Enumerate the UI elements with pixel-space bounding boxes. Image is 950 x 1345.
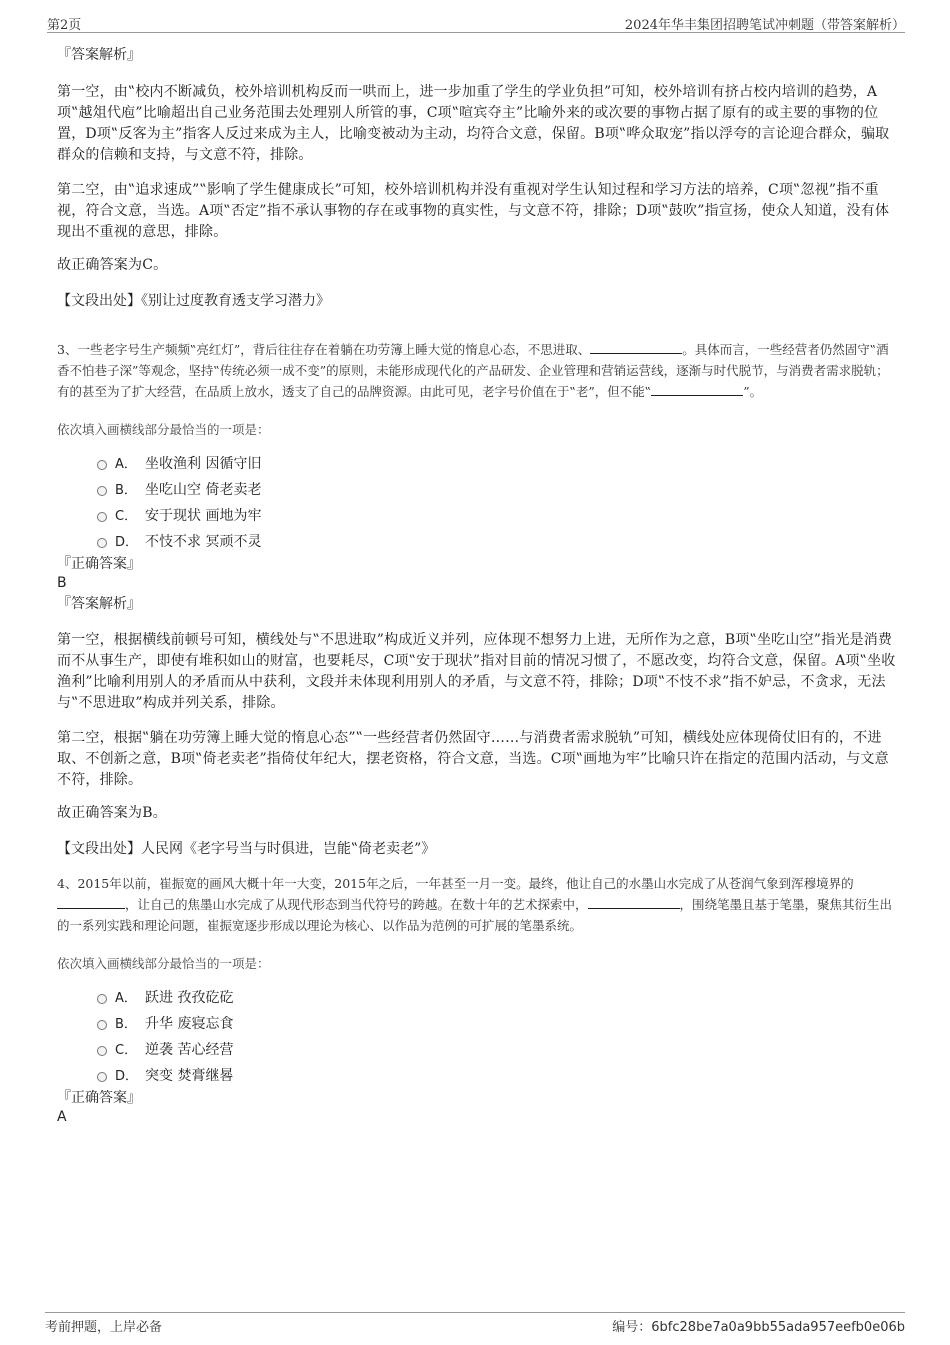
q4-blank-1 <box>57 895 125 909</box>
q3-stem <box>57 339 900 402</box>
q4-answer: A <box>57 1109 67 1125</box>
q3-source: 【文段出处】人民网《老字号当与时俱进，岂能‟倚老卖老”》 <box>57 841 436 857</box>
q3-prompt: 依次填入画横线部分最恰当的一项是： <box>57 422 270 437</box>
page-number: 第2页 <box>47 18 82 33</box>
q4-prompt: 依次填入画横线部分最恰当的一项是： <box>57 956 270 971</box>
footer-code-value: 6bfc28be7a0a9bb55ada957eefb0e06b <box>651 1320 905 1335</box>
footer-slogan: 考前押题，上岸必备 <box>45 1320 163 1335</box>
q4-options <box>57 988 900 1092</box>
q4-option-a[interactable]: A． 跃进 孜孜矻矻 <box>57 988 900 1014</box>
q3-answer: B <box>57 575 67 591</box>
q3-stem-part3: ”。 <box>743 384 763 399</box>
radio-icon[interactable] <box>97 1020 107 1030</box>
q3-stem-part2: 。具体而言，一些经营者仍然固守‟酒香不怕巷子深”等观念，坚持‟传统必须一成不变”的原则，未能形成现代化的产品研发、企业管理和营销运营线，逐渐与时代脱节，与消费者需求脱轨；有的甚至为了扩大经营，在品质上放水，透支了自己的品牌资源。由此可见，老字号价值在于‟老”，但不能‟ <box>57 342 889 399</box>
q3-conclusion: 故正确答案为B。 <box>57 805 167 821</box>
q3-analysis-title: 『答案解析』 <box>57 596 141 612</box>
q4-stem <box>57 873 900 936</box>
q3-stem-part1: 3、一些老字号生产频频‟亮红灯”，背后往往存在着躺在功劳簿上睡大觉的惰息心态，不思进取、 <box>57 342 591 357</box>
q4-option-d[interactable]: D． 突变 焚膏继晷 <box>57 1066 900 1092</box>
q2-conclusion: 故正确答案为C。 <box>57 257 168 273</box>
radio-icon[interactable] <box>97 994 107 1004</box>
q4-stem-part3: ，围绕笔墨且基于笔墨，聚焦其衍生出的一系列实践和理论问题，崔振宽逐步形成以理论为核心、以作品为范例的可扩展的笔墨系统。 <box>57 897 893 933</box>
radio-icon[interactable] <box>97 486 107 496</box>
question-3 <box>57 339 900 859</box>
radio-icon[interactable] <box>97 460 107 470</box>
q4-answer-title: 『正确答案』 <box>57 1090 141 1106</box>
q4-option-c[interactable]: C． 逆袭 苦心经营 <box>57 1040 900 1066</box>
q3-analysis-para1: 第一空，根据横线前顿号可知，横线处与‟不思进取”构成近义并列，应体现不想努力上进，无所作为之意，B项‟坐吃山空”指光是消费而不从事生产，即使有堆积如山的财富，也要耗尽，C项‟安于现状”指对目前的情况习惯了，不愿改变，均符合文意，保留。A项‟坐收渔利”比喻利用别人的矛盾而从中获利，文段并未体现利用别人的矛盾，与文意不符，排除；D项‟不忮不求”指不妒忌，不贪求，无法与‟不思进取”构成并列关系，排除。 <box>57 632 896 711</box>
question-4 <box>57 873 900 1126</box>
q3-analysis-para2: 第二空，根据‟躺在功劳簿上睡大觉的惰息心态”‟一些经营者仍然固守……与消费者需求脱轨”可知，横线处应体现倚仗旧有的，不进取、不创新之意，B项‟倚老卖老”指倚仗年纪大，摆老资格，符合文意，当选。C项‟画地为牢”比喻只许在指定的范围内活动，与文意不符，排除。 <box>57 730 889 788</box>
radio-icon[interactable] <box>97 538 107 548</box>
q3-blank-2 <box>651 382 743 396</box>
q4-stem-part1: 4、2015年以前，崔振宽的画风大概十年一大变，2015年之后，一年甚至一月一变。最终，他让自己的水墨山水完成了从苍润气象到浑穆境界的 <box>57 876 854 891</box>
main-content <box>57 45 900 1126</box>
q3-blank-1 <box>590 340 682 354</box>
q3-option-c[interactable]: C． 安于现状 画地为牢 <box>57 506 900 532</box>
radio-icon[interactable] <box>97 512 107 522</box>
page-footer <box>45 1312 905 1333</box>
radio-icon[interactable] <box>97 1046 107 1056</box>
footer-code <box>612 1316 905 1335</box>
q3-option-b[interactable]: B． 坐吃山空 倚老卖老 <box>57 480 900 506</box>
q4-blank-2 <box>588 895 680 909</box>
q2-source: 【文段出处】《别让过度教育透支学习潜力》 <box>57 293 330 309</box>
q4-stem-part2: ，让自己的焦墨山水完成了从现代形态到当代符号的跨越。在数十年的艺术探索中， <box>125 897 588 912</box>
q3-options <box>57 454 900 558</box>
q2-analysis-title: 『答案解析』 <box>57 47 141 63</box>
q3-answer-title: 『正确答案』 <box>57 556 141 572</box>
footer-code-label: 编号： <box>612 1320 652 1335</box>
q3-option-a[interactable]: A． 坐收渔利 因循守旧 <box>57 454 900 480</box>
q2-analysis-para2: 第二空，由‟追求速成”‟影响了学生健康成长”可知，校外培训机构并没有重视对学生认知过程和学习方法的培养，C项‟忽视”指不重视，符合文意，当选。A项‟否定”指不承认事物的存在或事物的真实性，与文意不符，排除；D项‟鼓吹”指宣扬，使众人知道，没有体现出不重视的意思，排除。 <box>57 182 890 240</box>
q2-analysis-para1: 第一空，由‟校内不断减负，校外培训机构反而一哄而上，进一步加重了学生的学业负担”可知，校外培训有挤占校内培训的趋势，A项‟越俎代庖”比喻超出自己业务范围去处理别人所管的事，C项‟喧宾夺主”比喻外来的或次要的事物占据了原有的或主要的事物的位置，D项‟反客为主”指客人反过来成为主人，比喻变被动为主动，均符合文意，保留。B项‟哗众取宠”指以浮夸的言论迎合群众，骗取群众的信赖和支持，与文意不符，排除。 <box>57 84 890 163</box>
page-header <box>47 12 905 33</box>
radio-icon[interactable] <box>97 1072 107 1082</box>
document-title: 2024年华丰集团招聘笔试冲刺题（带答案解析） <box>624 18 905 33</box>
q3-option-d[interactable]: D． 不忮不求 冥顽不灵 <box>57 532 900 558</box>
q4-option-b[interactable]: B． 升华 废寝忘食 <box>57 1014 900 1040</box>
